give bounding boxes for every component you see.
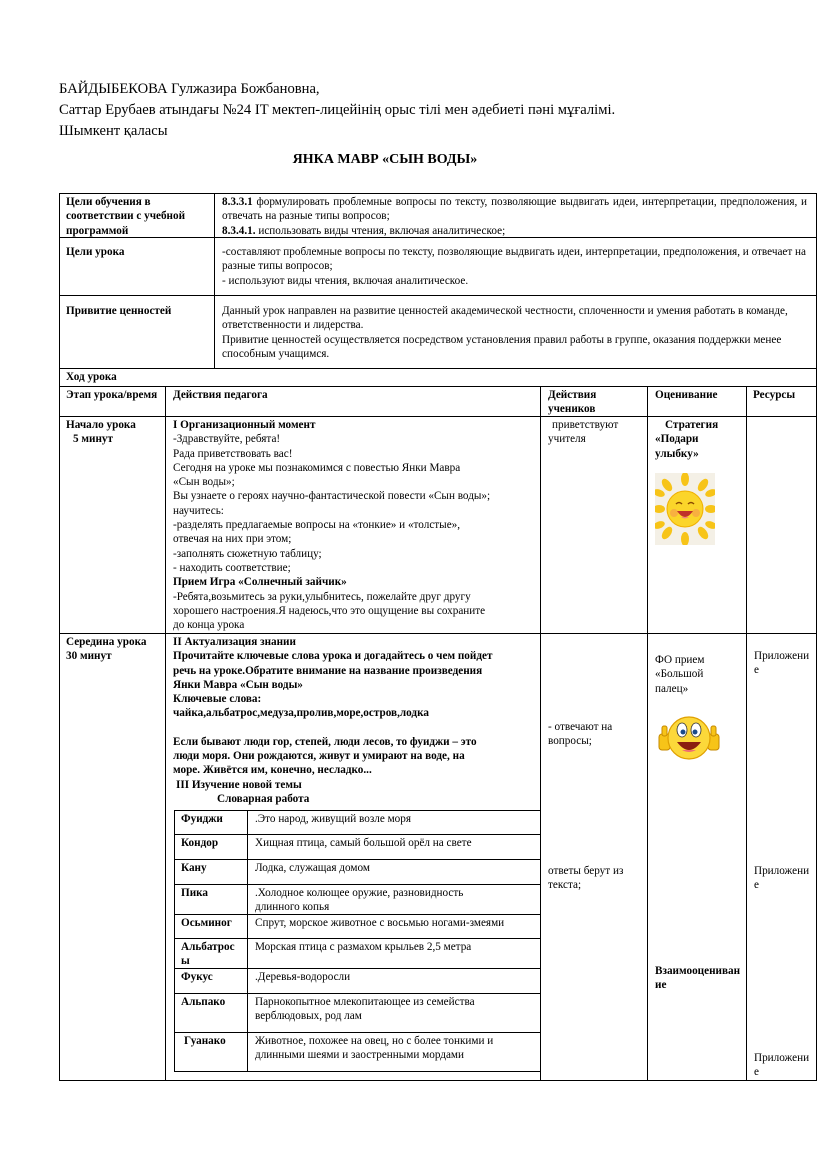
column-header-students: Действия учеников — [548, 389, 597, 416]
vocab-word: Кану — [181, 862, 207, 874]
teacher-actions-middle: II Актуализация знании Прочитайте ключевые слова урока и догадайтесь о чем пойдет речь на уроке.Обратите внимание на название произведения Янки Мавра «Сын воды» Ключевые слова: чайка,альбатрос,медуза,пролив,море,остров,лодка Если бывают люди гор, степей, люди лесов, то фуиджи – это люди моря. Они рождаются, живут и умирают на воде, на море. Живётся им, конечно, несладко... III Изучение новой темы Словарная работа — [173, 636, 493, 805]
resource-link[interactable]: Приложение — [754, 650, 810, 677]
stage-middle: Середина урока 30 минут — [66, 636, 147, 663]
sun-smiley-icon — [655, 473, 715, 545]
vocab-definition: .Это народ, живущий возле моря — [255, 813, 411, 825]
resource-link[interactable]: Приложение — [754, 1052, 810, 1079]
vocab-definition: .Холодное колющее оружие, разновидность длинного копья — [255, 887, 464, 914]
students-actions-text: ответы берут из текста; — [548, 865, 624, 892]
column-header-assessment: Оценивание — [655, 389, 718, 401]
author-name: БАЙДЫБЕКОВА Гулжазира Божбановна, — [59, 81, 320, 97]
vocab-word: Альбатросы — [181, 941, 235, 968]
values-item: Данный урок направлен на развитие ценностей академической честности, сплоченности и умения работать в команде, ответственности и лидерства. — [222, 305, 788, 332]
resource-link[interactable]: Приложение — [754, 865, 810, 892]
column-header-stage: Этап урока/время — [66, 389, 158, 401]
vocab-word: Фукус — [181, 971, 213, 983]
vocab-definition: Лодка, служащая домом — [255, 862, 370, 874]
lesson-goal-item: - используют виды чтения, включая аналитическое. — [222, 274, 469, 287]
lesson-goals-label: Цели урока — [66, 246, 125, 258]
stage-start: Начало урока 5 минут — [66, 419, 136, 446]
lesson-goal-item: -составляют проблемные вопросы по тексту, позволяющие выдвигать идеи, интерпретации, предположения, и отвечает на разные типы вопросов; — [222, 246, 807, 273]
thumbs-up-smiley-icon — [656, 710, 722, 764]
column-header-resources: Ресурсы — [753, 389, 796, 401]
goals-label: Цели обучения в соответствии с учебной программой — [66, 196, 186, 237]
vocab-word: Фуиджи — [181, 813, 223, 825]
column-header-teacher: Действия педагога — [173, 389, 268, 401]
vocab-definition: .Деревья-водоросли — [255, 971, 351, 983]
vocab-word: Альпако — [181, 996, 226, 1008]
goal-item: 8.3.3.1 формулировать проблемные вопросы по тексту, позволяющие выдвигать идеи, интерпретации, предположения, и отвечать на разные типы вопросов; — [222, 196, 807, 223]
vocab-definition: Хищная птица, самый большой орёл на свете — [255, 837, 472, 849]
vocab-word: Кондор — [181, 837, 219, 849]
lesson-title: ЯНКА МАВР «СЫН ВОДЫ» — [292, 152, 478, 167]
author-city: Шымкент қаласы — [59, 123, 168, 139]
assessment-peer: Взаимооценивание — [655, 965, 741, 992]
values-item: Привитие ценностей осуществляется посредством установления правил работы в группе, оказания поддержки менее способным учащимся. — [222, 333, 782, 360]
vocab-definition: Парнокопытное млекопитающее из семейства верблюдовых, род лам — [255, 996, 475, 1023]
values-label: Привитие ценностей — [66, 305, 172, 317]
students-actions-answer: - отвечают на вопросы; — [548, 721, 613, 748]
author-position: Саттар Ерубаев атындағы №24 IT мектеп-лицейінің орыс тілі мен әдебиеті пәні мұғалімі. — [59, 102, 616, 118]
assessment-thumb-strategy: ФО прием «Большой палец» — [655, 654, 705, 695]
vocab-definition: Спрут, морское животное с восьмью ногами-змеями — [255, 917, 505, 929]
assessment-strategy-start: Стратегия «Подари улыбку» — [655, 419, 719, 460]
students-actions-start: приветствуют учителя — [548, 419, 619, 446]
vocab-word: Пика — [181, 887, 209, 899]
goals-cell — [222, 195, 807, 238]
course-section-label: Ход урока — [66, 371, 117, 383]
vocab-word: Гуанако — [184, 1035, 226, 1047]
values-cell — [222, 304, 812, 361]
lesson-goals-cell — [222, 245, 807, 288]
vocab-definition: Животное, похожее на овец, но с более тонкими и длинными шеями и заостренными мордами — [255, 1035, 494, 1062]
author-block — [59, 79, 615, 142]
teacher-actions-start: I Организационный момент -Здравствуйте, ребята! Рада приветствовать вас! Сегодня на уроке мы познакомимся с повестью Янки Мавра «Сын воды»; Вы узнаете о героях научно-фантастической повести «Сын воды»; научитесь: -разделять предлагаемые вопросы на «тонкие» и «толстые», отвечая на них при этом; -заполнять сюжетную таблицу; - находить соответствие; Прием Игра «Солнечный зайчик» -Ребята,возьмитесь за руки,улыбнитесь, пожелайте друг другу хорошего настроения.Я надеюсь,что это ощущение вы сохраните до конца урока — [173, 419, 491, 632]
vocab-word: Осьминог — [181, 917, 232, 929]
vocab-definition: Морская птица с размахом крыльев 2,5 метра — [255, 941, 472, 953]
goal-item: 8.3.4.1. использовать виды чтения, включая аналитическое; — [222, 224, 506, 237]
